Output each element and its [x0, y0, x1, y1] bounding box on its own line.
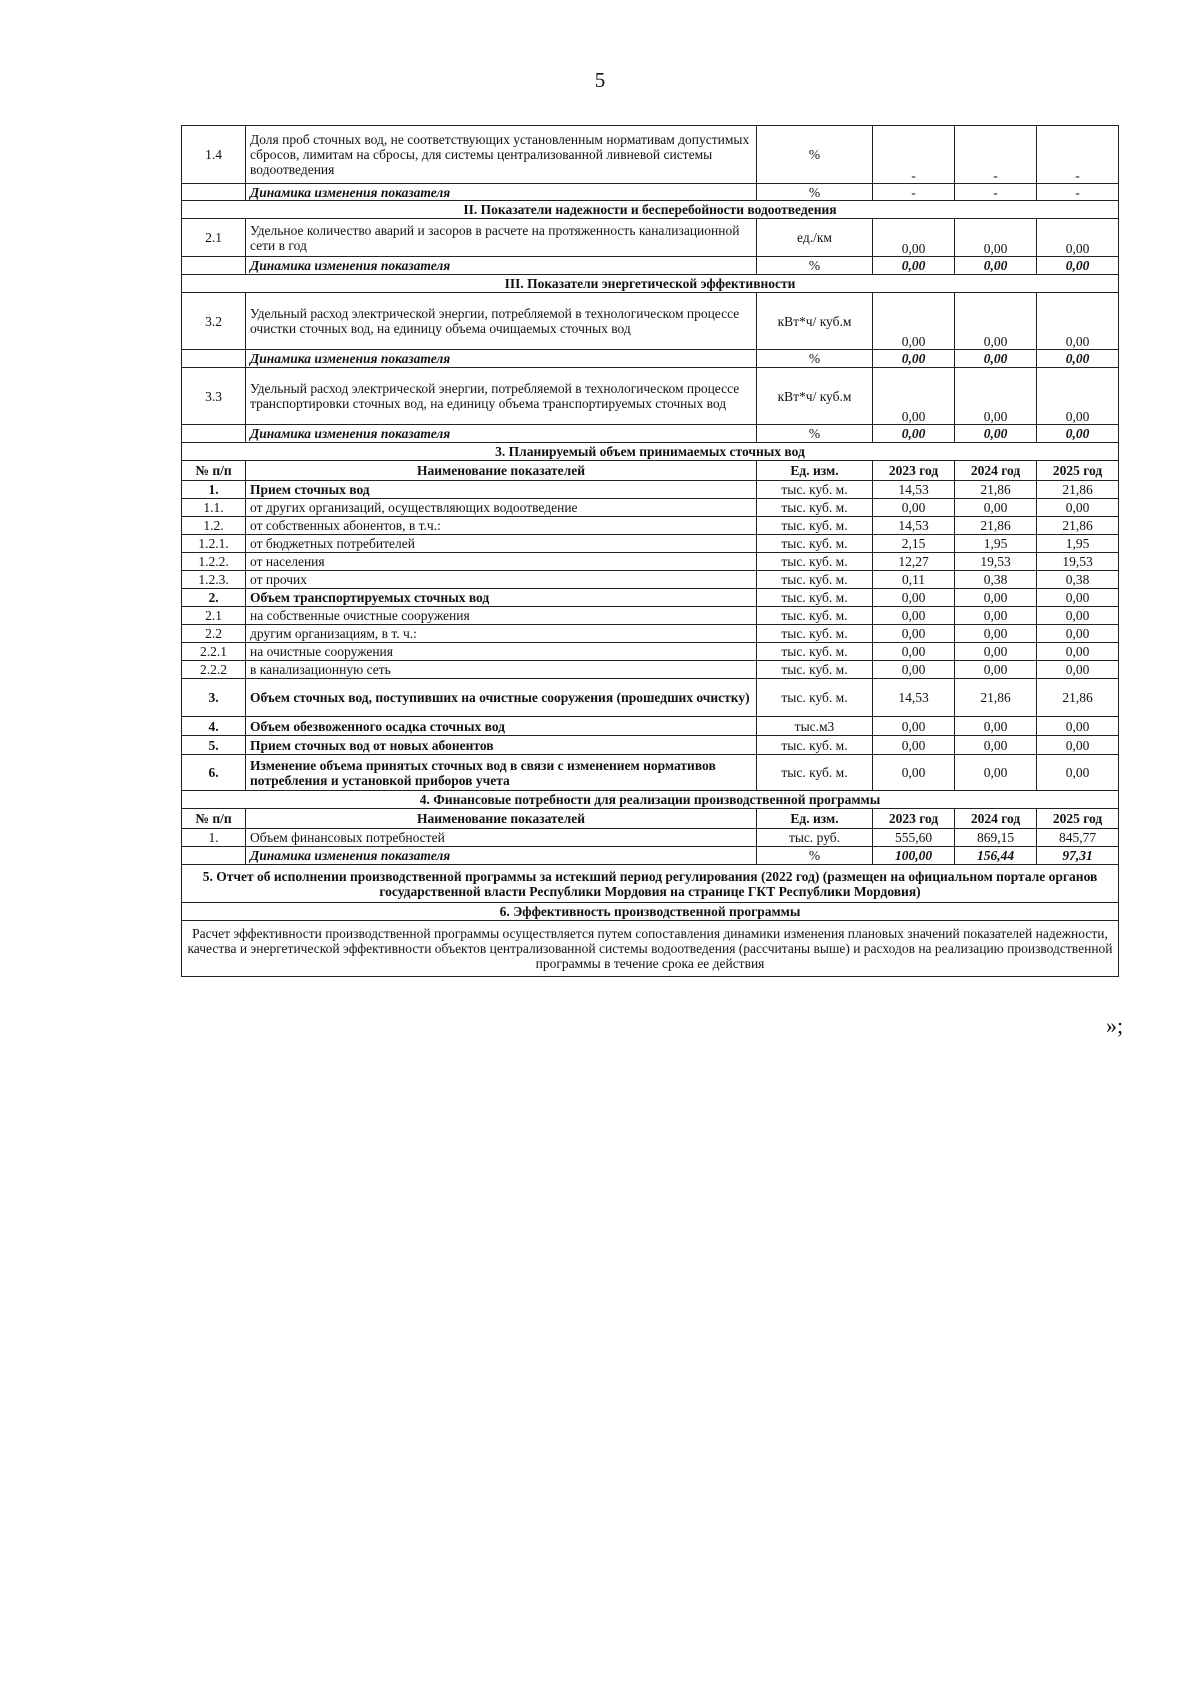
- value-2025: 0,00: [1037, 293, 1119, 350]
- value-2024: 0,00: [955, 755, 1037, 791]
- value-2024: 0,00: [955, 736, 1037, 755]
- value-2023: 14,53: [873, 517, 955, 535]
- unit-cell: тыс.м3: [757, 717, 873, 736]
- indicator-name: от других организаций, осуществляющих водоотведение: [246, 499, 757, 517]
- value-2023: 0,00: [873, 661, 955, 679]
- section-title: 6. Эффективность производственной программы: [182, 903, 1119, 921]
- indicator-name: на очистные сооружения: [246, 643, 757, 661]
- header-2025: 2025 год: [1037, 809, 1119, 829]
- value-2025: 0,38: [1037, 571, 1119, 589]
- value-2025: -: [1037, 184, 1119, 201]
- table-row: [182, 589, 1119, 607]
- indicator-name: другим организациям, в т. ч.:: [246, 625, 757, 643]
- value-2023: 0,00: [873, 350, 955, 368]
- unit-cell: тыс. куб. м.: [757, 571, 873, 589]
- row-number: 1.2.: [182, 517, 246, 535]
- value-2024: 1,95: [955, 535, 1037, 553]
- unit-cell: тыс. куб. м.: [757, 517, 873, 535]
- unit-cell: тыс. куб. м.: [757, 481, 873, 499]
- indicator-name: от прочих: [246, 571, 757, 589]
- table-row: [182, 755, 1119, 791]
- row-number: [182, 847, 246, 865]
- value-2025: 97,31: [1037, 847, 1119, 865]
- value-2024: 0,00: [955, 607, 1037, 625]
- dynamics-row: [182, 847, 1119, 865]
- value-2023: 555,60: [873, 829, 955, 847]
- value-2023: 0,00: [873, 589, 955, 607]
- section-title-row: [182, 865, 1119, 903]
- value-2025: 0,00: [1037, 219, 1119, 257]
- value-2025: -: [1037, 126, 1119, 184]
- dynamics-row: [182, 257, 1119, 275]
- header-name: Наименование показателей: [246, 809, 757, 829]
- table-row: [182, 535, 1119, 553]
- table-row: [182, 679, 1119, 717]
- unit-cell: %: [757, 847, 873, 865]
- section-title-row: [182, 201, 1119, 219]
- indicator-name: в канализационную сеть: [246, 661, 757, 679]
- table-row: [182, 829, 1119, 847]
- row-number: 1.2.3.: [182, 571, 246, 589]
- section-title-row: [182, 791, 1119, 809]
- row-number: [182, 184, 246, 201]
- indicator-name: Прием сточных вод: [246, 481, 757, 499]
- value-2024: 0,00: [955, 425, 1037, 443]
- value-2023: 0,00: [873, 499, 955, 517]
- table-row: [182, 517, 1119, 535]
- value-2025: 0,00: [1037, 736, 1119, 755]
- unit-cell: тыс. куб. м.: [757, 661, 873, 679]
- value-2025: 0,00: [1037, 717, 1119, 736]
- value-2025: 21,86: [1037, 679, 1119, 717]
- header-row: [182, 809, 1119, 829]
- table-row: [182, 736, 1119, 755]
- row-number: 1.1.: [182, 499, 246, 517]
- table-row: [182, 661, 1119, 679]
- table-row: [182, 499, 1119, 517]
- unit-cell: %: [757, 425, 873, 443]
- indicator-name: Прием сточных вод от новых абонентов: [246, 736, 757, 755]
- indicator-name: Доля проб сточных вод, не соответствующих установленным нормативам допустимых сбросов, лимитам на сбросы, для системы централизованной ливневой системы водоотведения: [246, 126, 757, 184]
- row-number: 2.2.2: [182, 661, 246, 679]
- indicator-name: Изменение объема принятых сточных вод в связи с изменением нормативов потребления и установкой приборов учета: [246, 755, 757, 791]
- row-number: [182, 425, 246, 443]
- value-2023: 0,00: [873, 755, 955, 791]
- header-2023: 2023 год: [873, 461, 955, 481]
- value-2025: 0,00: [1037, 368, 1119, 425]
- row-number: 1.4: [182, 126, 246, 184]
- value-2023: 12,27: [873, 553, 955, 571]
- section-title: III. Показатели энергетической эффективности: [182, 275, 1119, 293]
- unit-cell: тыс. куб. м.: [757, 499, 873, 517]
- indicator-name: Удельный расход электрической энергии, потребляемой в технологическом процессе транспортировки сточных вод, на единицу объема транспортируемых сточных вод: [246, 368, 757, 425]
- header-row: [182, 461, 1119, 481]
- table-row: [182, 293, 1119, 350]
- indicator-name: Объем транспортируемых сточных вод: [246, 589, 757, 607]
- indicator-name: от собственных абонентов, в т.ч.:: [246, 517, 757, 535]
- value-2023: 0,00: [873, 368, 955, 425]
- dynamics-label: Динамика изменения показателя: [246, 425, 757, 443]
- dynamics-label: Динамика изменения показателя: [246, 257, 757, 275]
- table-row: [182, 607, 1119, 625]
- indicator-name: Объем обезвоженного осадка сточных вод: [246, 717, 757, 736]
- indicator-name: от бюджетных потребителей: [246, 535, 757, 553]
- value-2025: 0,00: [1037, 755, 1119, 791]
- dynamics-row: [182, 350, 1119, 368]
- section-title-row: [182, 903, 1119, 921]
- value-2023: 0,00: [873, 736, 955, 755]
- value-2024: 0,00: [955, 643, 1037, 661]
- row-number: 6.: [182, 755, 246, 791]
- indicator-name: Объем сточных вод, поступивших на очистные сооружения (прошедших очистку): [246, 679, 757, 717]
- page-number: 5: [594, 68, 606, 92]
- value-2024: 21,86: [955, 517, 1037, 535]
- section-title-row: [182, 275, 1119, 293]
- unit-cell: тыс. куб. м.: [757, 679, 873, 717]
- table-row: [182, 571, 1119, 589]
- dynamics-label: Динамика изменения показателя: [246, 184, 757, 201]
- row-number: 4.: [182, 717, 246, 736]
- unit-cell: %: [757, 350, 873, 368]
- header-2024: 2024 год: [955, 461, 1037, 481]
- dynamics-label: Динамика изменения показателя: [246, 847, 757, 865]
- value-2024: 0,00: [955, 499, 1037, 517]
- header-2025: 2025 год: [1037, 461, 1119, 481]
- row-number: [182, 257, 246, 275]
- value-2025: 19,53: [1037, 553, 1119, 571]
- table-row: [182, 481, 1119, 499]
- header-unit: Ед. изм.: [757, 809, 873, 829]
- value-2025: 1,95: [1037, 535, 1119, 553]
- row-number: 1.2.1.: [182, 535, 246, 553]
- row-number: 1.2.2.: [182, 553, 246, 571]
- indicator-name: Объем финансовых потребностей: [246, 829, 757, 847]
- table-row: [182, 368, 1119, 425]
- indicator-name: на собственные очистные сооружения: [246, 607, 757, 625]
- row-number: 2.1: [182, 607, 246, 625]
- value-2024: -: [955, 126, 1037, 184]
- table-row: [182, 126, 1119, 184]
- row-number: 3.3: [182, 368, 246, 425]
- value-2024: 21,86: [955, 679, 1037, 717]
- value-2023: 0,00: [873, 219, 955, 257]
- value-2024: 869,15: [955, 829, 1037, 847]
- efficiency-text: Расчет эффективности производственной программы осуществляется путем сопоставления динамики изменения плановых значений показателей надежности, качества и энергетической эффективности объектов централизованной системы водоотведения (рассчитаны выше) и расходов на реализацию производственной программы в течение срока ее действия: [182, 921, 1119, 977]
- value-2025: 21,86: [1037, 517, 1119, 535]
- row-number: 1.: [182, 481, 246, 499]
- value-2023: 14,53: [873, 481, 955, 499]
- value-2024: 0,38: [955, 571, 1037, 589]
- value-2024: 0,00: [955, 368, 1037, 425]
- value-2025: 0,00: [1037, 625, 1119, 643]
- value-2023: 0,00: [873, 717, 955, 736]
- value-2023: 0,00: [873, 625, 955, 643]
- value-2024: 0,00: [955, 717, 1037, 736]
- value-2023: -: [873, 126, 955, 184]
- value-2025: 0,00: [1037, 661, 1119, 679]
- header-2023: 2023 год: [873, 809, 955, 829]
- indicator-name: Удельное количество аварий и засоров в расчете на протяженность канализационной сети в год: [246, 219, 757, 257]
- value-2025: 0,00: [1037, 257, 1119, 275]
- value-2024: 0,00: [955, 350, 1037, 368]
- unit-cell: тыс. куб. м.: [757, 553, 873, 571]
- value-2025: 0,00: [1037, 589, 1119, 607]
- header-unit: Ед. изм.: [757, 461, 873, 481]
- value-2023: 0,00: [873, 257, 955, 275]
- value-2024: 156,44: [955, 847, 1037, 865]
- row-number: 5.: [182, 736, 246, 755]
- unit-cell: ед./км: [757, 219, 873, 257]
- dynamics-row: [182, 425, 1119, 443]
- value-2023: 2,15: [873, 535, 955, 553]
- table-row: [182, 553, 1119, 571]
- value-2024: 0,00: [955, 661, 1037, 679]
- unit-cell: %: [757, 257, 873, 275]
- unit-cell: %: [757, 126, 873, 184]
- value-2023: 0,00: [873, 643, 955, 661]
- value-2024: 19,53: [955, 553, 1037, 571]
- unit-cell: тыс. куб. м.: [757, 736, 873, 755]
- unit-cell: тыс. куб. м.: [757, 535, 873, 553]
- value-2025: 21,86: [1037, 481, 1119, 499]
- unit-cell: тыс. куб. м.: [757, 755, 873, 791]
- value-2025: 845,77: [1037, 829, 1119, 847]
- unit-cell: тыс. куб. м.: [757, 607, 873, 625]
- table-row: [182, 717, 1119, 736]
- unit-cell: тыс. куб. м.: [757, 643, 873, 661]
- value-2023: -: [873, 184, 955, 201]
- row-number: 2.1: [182, 219, 246, 257]
- unit-cell: тыс. руб.: [757, 829, 873, 847]
- row-number: 3.2: [182, 293, 246, 350]
- header-name: Наименование показателей: [246, 461, 757, 481]
- value-2023: 0,11: [873, 571, 955, 589]
- header-num: № п/п: [182, 461, 246, 481]
- value-2024: 0,00: [955, 293, 1037, 350]
- value-2024: 0,00: [955, 219, 1037, 257]
- value-2024: 0,00: [955, 257, 1037, 275]
- value-2025: 0,00: [1037, 643, 1119, 661]
- closing-mark: »;: [1106, 1013, 1124, 1038]
- value-2024: 0,00: [955, 589, 1037, 607]
- text-row: [182, 921, 1119, 977]
- report-title: 5. Отчет об исполнении производственной программы за истекший период регулирования (2022 год) (размещен на официальном портале органов государственной власти Республики Мордовия на странице ГКТ Республики Мордовия): [182, 865, 1119, 903]
- value-2025: 0,00: [1037, 607, 1119, 625]
- dynamics-label: Динамика изменения показателя: [246, 350, 757, 368]
- row-number: 1.: [182, 829, 246, 847]
- row-number: [182, 350, 246, 368]
- value-2023: 14,53: [873, 679, 955, 717]
- value-2023: 0,00: [873, 293, 955, 350]
- row-number: 3.: [182, 679, 246, 717]
- value-2024: -: [955, 184, 1037, 201]
- unit-cell: %: [757, 184, 873, 201]
- section-title: 4. Финансовые потребности для реализации производственной программы: [182, 791, 1119, 809]
- row-number: 2.: [182, 589, 246, 607]
- section-title-row: [182, 443, 1119, 461]
- section-title: 3. Планируемый объем принимаемых сточных вод: [182, 443, 1119, 461]
- value-2024: 0,00: [955, 625, 1037, 643]
- unit-cell: кВт*ч/ куб.м: [757, 368, 873, 425]
- value-2025: 0,00: [1037, 499, 1119, 517]
- value-2025: 0,00: [1037, 350, 1119, 368]
- value-2024: 21,86: [955, 481, 1037, 499]
- value-2023: 0,00: [873, 607, 955, 625]
- table-row: [182, 643, 1119, 661]
- header-2024: 2024 год: [955, 809, 1037, 829]
- value-2025: 0,00: [1037, 425, 1119, 443]
- indicator-name: Удельный расход электрической энергии, потребляемой в технологическом процессе очистки сточных вод, на единицу объема очищаемых сточных вод: [246, 293, 757, 350]
- header-num: № п/п: [182, 809, 246, 829]
- section-title: II. Показатели надежности и бесперебойности водоотведения: [182, 201, 1119, 219]
- value-2023: 0,00: [873, 425, 955, 443]
- row-number: 2.2: [182, 625, 246, 643]
- unit-cell: кВт*ч/ куб.м: [757, 293, 873, 350]
- value-2023: 100,00: [873, 847, 955, 865]
- indicator-name: от населения: [246, 553, 757, 571]
- unit-cell: тыс. куб. м.: [757, 625, 873, 643]
- row-number: 2.2.1: [182, 643, 246, 661]
- indicators-table: [181, 125, 1119, 977]
- table-row: [182, 219, 1119, 257]
- table-row: [182, 625, 1119, 643]
- dynamics-row: [182, 184, 1119, 201]
- unit-cell: тыс. куб. м.: [757, 589, 873, 607]
